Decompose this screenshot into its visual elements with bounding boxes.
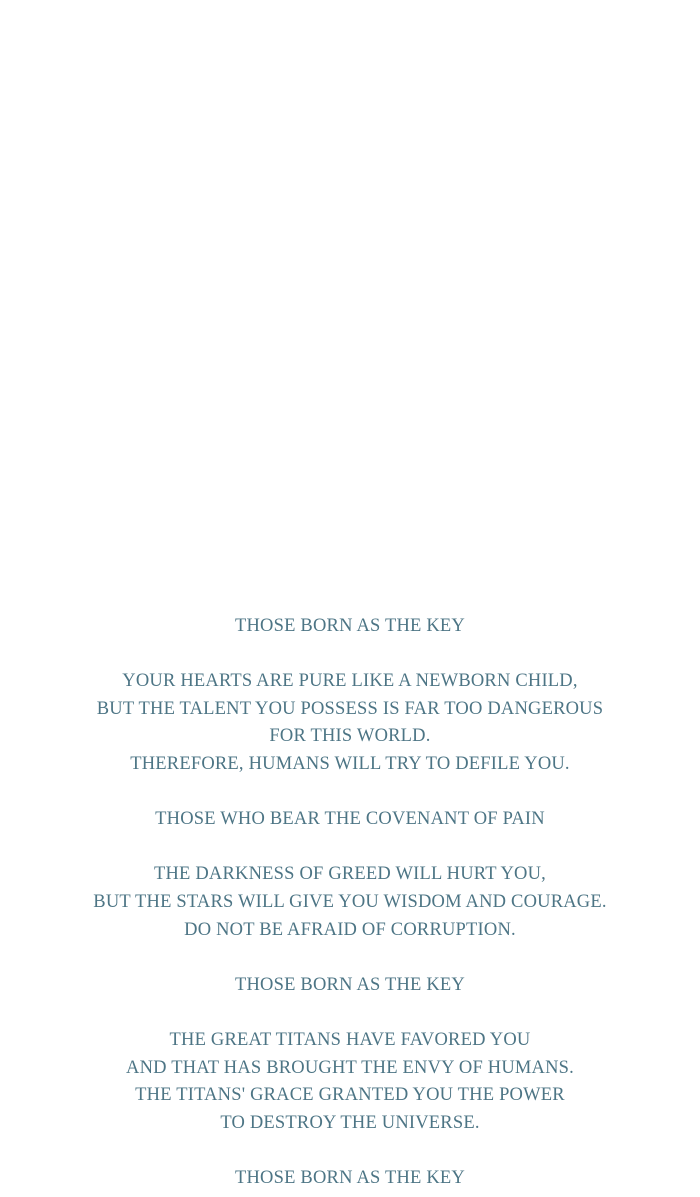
stanza-gap	[0, 944, 700, 972]
stanza-3-line-1: THOSE WHO BEAR THE COVENANT OF PAIN	[155, 809, 545, 830]
stanza-4-line-3: DO NOT BE AFRAID OF CORRUPTION.	[184, 919, 516, 940]
stanza-6-line-4: TO DESTROY THE UNIVERSE.	[220, 1112, 480, 1133]
stanza-4-line-2: BUT THE STARS WILL GIVE YOU WISDOM AND COURAGE.	[93, 891, 607, 912]
stanza-gap	[0, 641, 700, 669]
stanza-gap	[0, 999, 700, 1027]
poem-text-block	[0, 613, 700, 1192]
stanza-4-line-1: THE DARKNESS OF GREED WILL HURT YOU,	[153, 864, 546, 885]
stanza-2-line-1: YOUR HEARTS ARE PURE LIKE A NEWBORN CHILD,	[122, 671, 578, 692]
stanza-2-line-4: THEREFORE, HUMANS WILL TRY TO DEFILE YOU.	[130, 753, 570, 774]
stanza-6-line-1: THE GREAT TITANS HAVE FAVORED YOU	[169, 1029, 531, 1050]
stanza-gap	[0, 1137, 700, 1165]
stanza-7-line-1: THOSE BORN AS THE KEY	[235, 1167, 465, 1188]
stanza-gap	[0, 834, 700, 862]
stanza-1-line-1: THOSE BORN AS THE KEY	[235, 616, 465, 636]
stanza-6-line-3: THE TITANS' GRACE GRANTED YOU THE POWER	[135, 1085, 565, 1106]
stanza-2-line-3: FOR THIS WORLD.	[269, 726, 431, 747]
stanza-2-line-2: BUT THE TALENT YOU POSSESS IS FAR TOO DANGEROUS	[96, 698, 604, 719]
stanza-gap	[0, 779, 700, 807]
stanza-6-line-2: AND THAT HAS BROUGHT THE ENVY OF HUMANS.	[126, 1057, 574, 1078]
stanza-5-line-1: THOSE BORN AS THE KEY	[235, 974, 465, 995]
